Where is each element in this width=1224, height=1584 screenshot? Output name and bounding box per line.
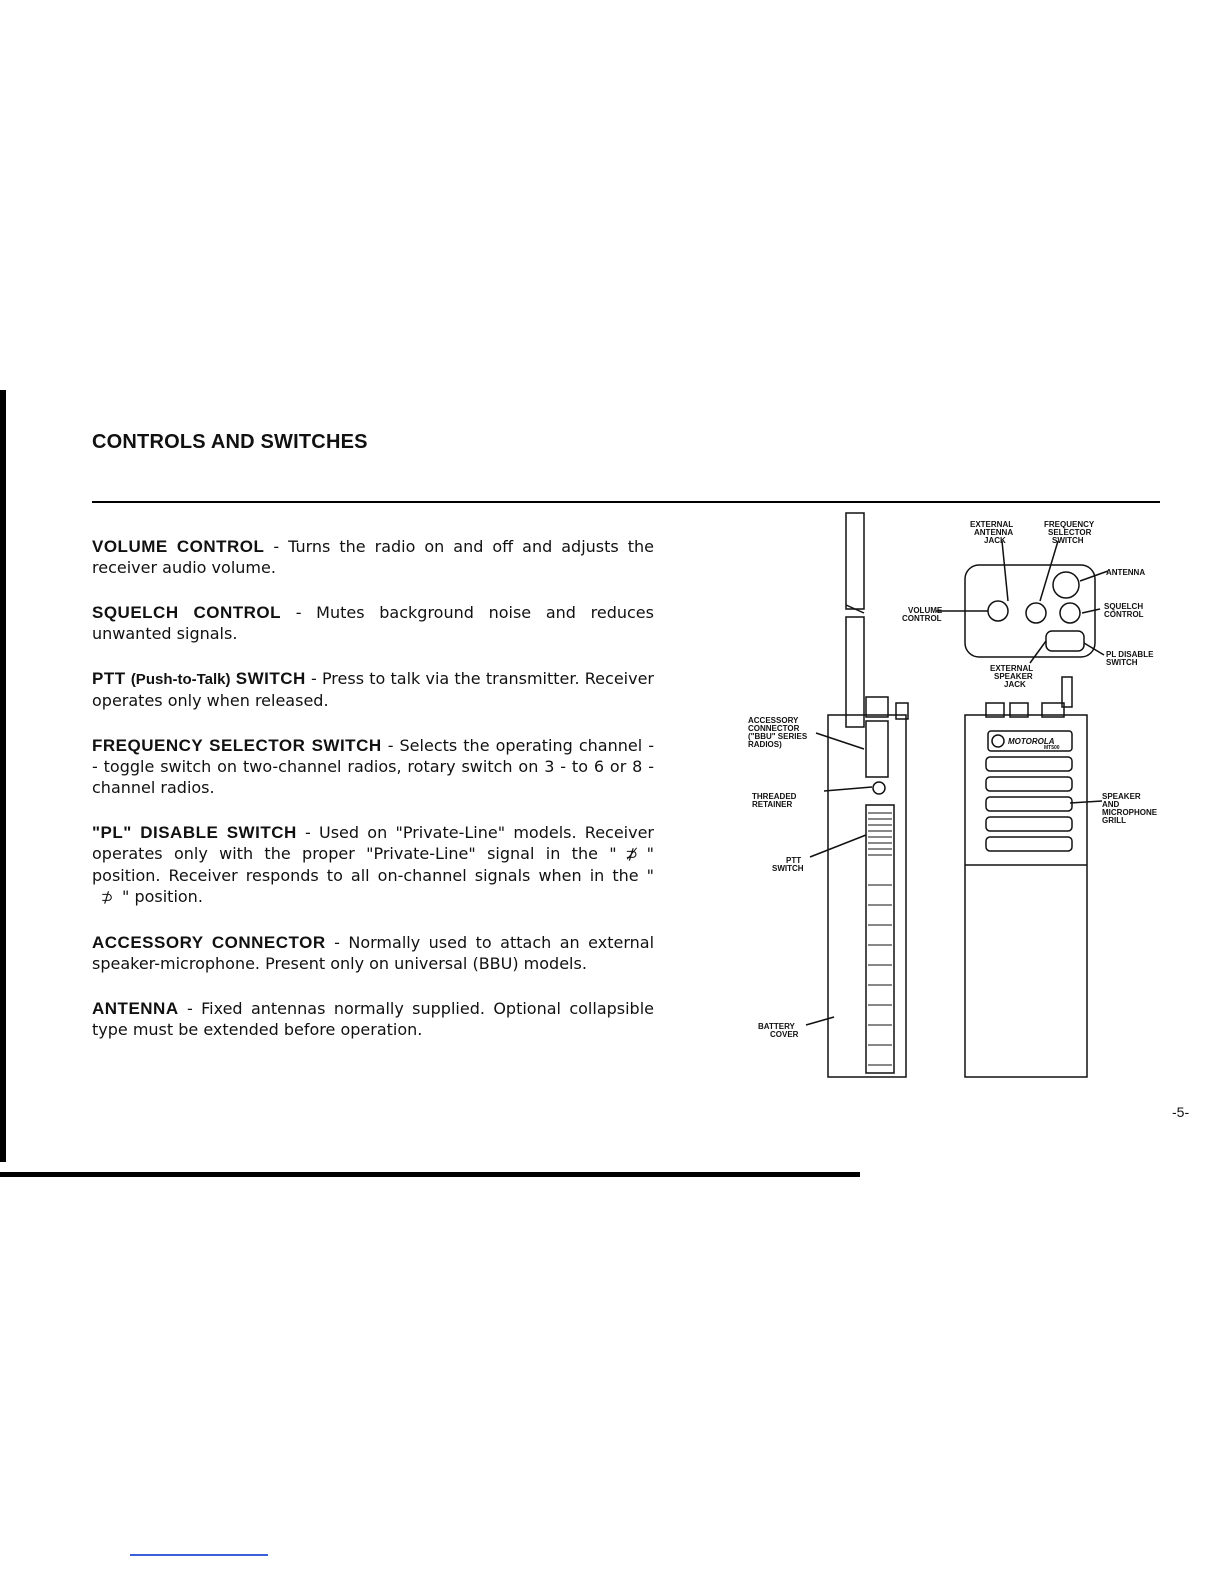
entry-squelch-control <box>92 602 654 644</box>
entry-desc: " position. <box>122 887 203 906</box>
entry-term: ANTENNA <box>92 999 179 1018</box>
entry-accessory-connector <box>92 932 654 974</box>
antenna-upper <box>846 513 864 609</box>
pl-enabled-symbol: ⊅ <box>100 888 114 906</box>
page-title: CONTROLS AND SWITCHES <box>92 431 368 453</box>
frequency-knob-shape <box>1026 603 1046 623</box>
label-pl-1: PL DISABLE <box>1106 650 1154 659</box>
antenna-base-shape <box>1053 572 1079 598</box>
threaded-retainer-shape <box>873 782 885 794</box>
label-freq-sel-3: SWITCH <box>1052 536 1084 545</box>
entry-term: FREQUENCY SELECTOR SWITCH <box>92 736 382 755</box>
front-body <box>965 715 1087 1077</box>
label-ext-speaker-3: JACK <box>1004 680 1026 689</box>
title-rule <box>92 501 1160 503</box>
label-ptt-1: PTT <box>786 856 802 865</box>
label-accessory-4: RADIOS) <box>748 740 782 749</box>
entry-desc: - Normally used to attach an external speaker-microphone. Present only on universal (BBU) models. <box>92 933 655 973</box>
label-speaker-3: MICROPHONE <box>1102 808 1158 817</box>
bottom-link-underline <box>130 1554 268 1556</box>
pl-disabled-symbol: ⊅̸ <box>625 845 638 863</box>
label-battery-1: BATTERY <box>758 1022 795 1031</box>
entry-volume-control <box>92 536 654 578</box>
label-squelch-1: SQUELCH <box>1104 602 1144 611</box>
label-threaded-2: RETAINER <box>752 800 793 809</box>
entry-desc: - Mutes background noise and reduces unwanted signals. <box>92 603 654 643</box>
pl-switch-shape <box>1046 631 1084 651</box>
label-accessory-2: CONNECTOR <box>748 724 800 733</box>
entry-term: PTT <box>92 669 126 688</box>
label-volume-2: CONTROL <box>902 614 942 623</box>
accessory-connector-shape <box>866 721 888 777</box>
label-antenna: ANTENNA <box>1106 568 1146 577</box>
entry-term: "PL" DISABLE SWITCH <box>92 823 297 842</box>
radio-diagram <box>740 505 1170 1085</box>
entry-term-paren: (Push-to-Talk) <box>130 671 231 688</box>
antenna-lower <box>846 617 864 727</box>
label-battery-2: COVER <box>770 1030 799 1039</box>
label-ext-antenna-1: EXTERNAL <box>970 520 1014 529</box>
left-margin-bar <box>0 390 6 1162</box>
label-brand: MOTOROLA <box>1008 737 1055 746</box>
definitions-list <box>92 536 654 1064</box>
radio-illustration <box>740 505 1170 1085</box>
entry-desc: - Fixed antennas normally supplied. Optional collapsible type must be extended before operation. <box>92 999 654 1039</box>
entry-term: SQUELCH CONTROL <box>92 603 281 622</box>
entry-desc: - Turns the radio on and off and adjusts the receiver audio volume. <box>92 537 654 577</box>
entry-antenna <box>92 998 654 1040</box>
label-squelch-2: CONTROL <box>1104 610 1144 619</box>
label-accessory-1: ACCESSORY <box>748 716 799 725</box>
label-speaker-2: AND <box>1102 800 1120 809</box>
entry-desc: " position. Receiver responds to all on-channel signals when in the " <box>92 844 654 885</box>
entry-desc: - Press to talk via the transmitter. Receiver operates only when released. <box>92 669 654 710</box>
entry-desc: - Selects the operating channel - - toggle switch on two-channel radios, rotary switch on 3 - to 6 or 8 - channel radios. <box>92 736 654 797</box>
label-ext-speaker-1: EXTERNAL <box>990 664 1034 673</box>
label-ext-antenna-3: JACK <box>984 536 1006 545</box>
label-model: MT500 <box>1044 745 1060 751</box>
entry-ptt-switch <box>92 668 654 711</box>
label-ptt-2: SWITCH <box>772 864 804 873</box>
label-freq-sel-1: FREQUENCY <box>1044 520 1095 529</box>
label-pl-2: SWITCH <box>1106 658 1138 667</box>
entry-term: VOLUME CONTROL <box>92 537 265 556</box>
label-volume-1: VOLUME <box>908 606 943 615</box>
label-ext-antenna-2: ANTENNA <box>974 528 1014 537</box>
label-speaker-1: SPEAKER <box>1102 792 1141 801</box>
label-threaded-1: THREADED <box>752 792 797 801</box>
entry-frequency-selector <box>92 735 654 798</box>
label-ext-speaker-2: SPEAKER <box>994 672 1033 681</box>
entry-term: ACCESSORY CONNECTOR <box>92 933 326 952</box>
label-speaker-4: GRILL <box>1102 816 1126 825</box>
squelch-knob-shape <box>1060 603 1080 623</box>
entry-term-suffix: SWITCH <box>235 669 306 688</box>
label-freq-sel-2: SELECTOR <box>1048 528 1092 537</box>
ptt-grip <box>866 805 894 1073</box>
side-knob <box>866 697 888 717</box>
page-number: -5- <box>1172 1104 1190 1120</box>
bottom-rule <box>0 1172 860 1177</box>
volume-knob-shape <box>988 601 1008 621</box>
label-accessory-3: ("BBU" SERIES <box>748 732 808 741</box>
entry-desc: - Used on "Private-Line" models. Receiver operates only with the proper "Private-Line" signal in the " <box>92 823 655 863</box>
entry-pl-disable <box>92 822 654 908</box>
